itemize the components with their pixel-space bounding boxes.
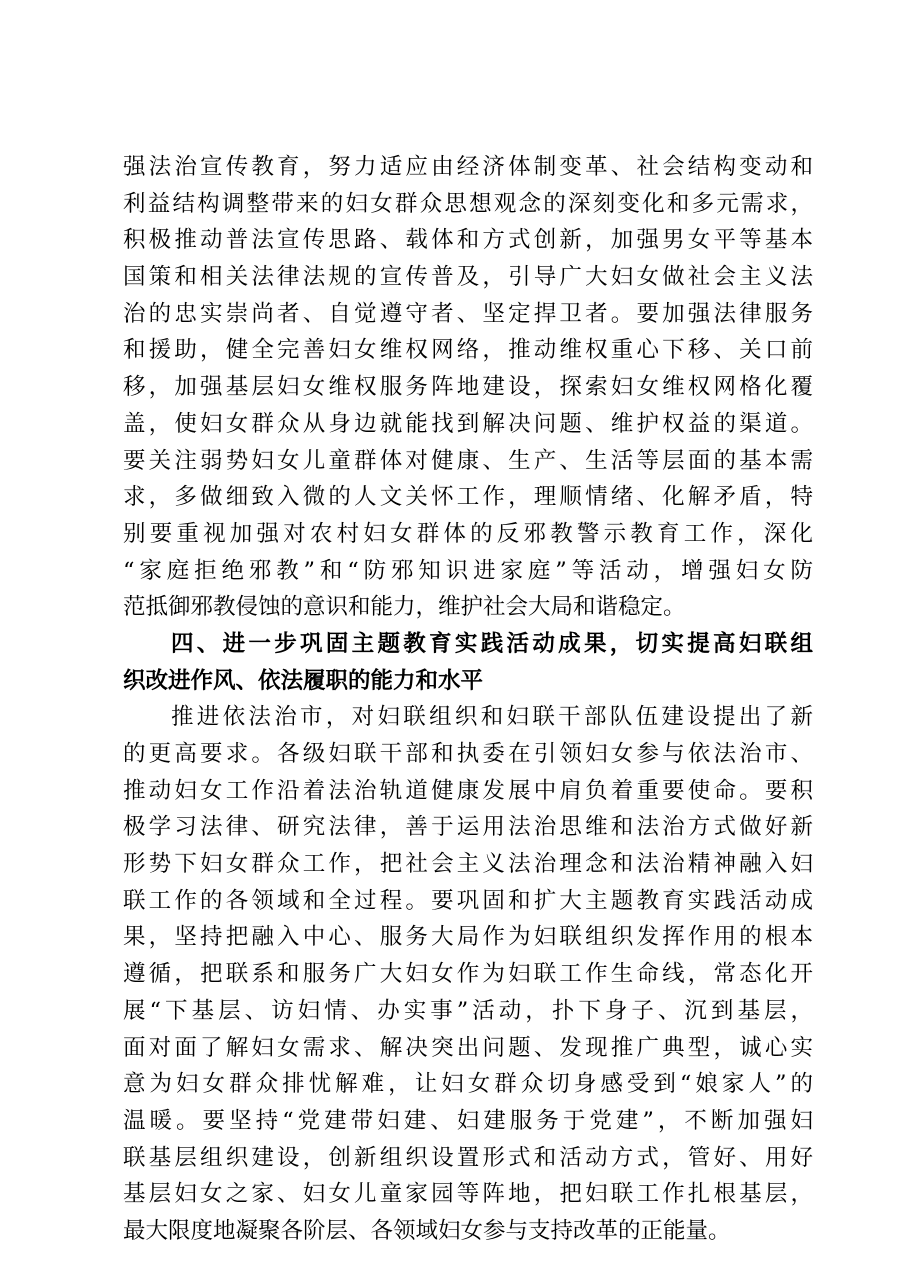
text-line: 温暖。要坚持“党建带妇建、妇建服务于党建”，不断加强妇 <box>123 1107 813 1134</box>
text-line: 利益结构调整带来的妇女群众思想观念的深刻变化和多元需求， <box>123 190 813 217</box>
text-line: 求，多做细致入微的人文关怀工作，理顺情绪、化解矛盾，特 <box>123 484 813 511</box>
text-line: 面对面了解妇女需求、解决突出问题、发现推广典型，诚心实 <box>123 1034 813 1061</box>
text-line: 积极推动普法宣传思路、载体和方式创新，加强男女平等基本 <box>123 227 813 254</box>
text-line: 强法治宣传教育，努力适应由经济体制变革、社会结构变动和 <box>123 154 813 180</box>
text-line: 展“下基层、访妇情、办实事”活动，扑下身子、沉到基层， <box>123 997 813 1024</box>
text-line: 推进依法治市，对妇联组织和妇联干部队伍建设提出了新 <box>171 704 813 731</box>
text-line: 的更高要求。各级妇联干部和执委在引领妇女参与依法治市、 <box>123 741 813 767</box>
section-heading-4 <box>123 626 813 699</box>
text-line: 推动妇女工作沿着法治轨道健康发展中肩负着重要使命。要积 <box>123 777 813 804</box>
text-line: “家庭拒绝邪教”和“防邪知识进家庭”等活动，增强妇女防 <box>123 557 813 584</box>
text-line: 基层妇女之家、妇女儿童家园等阵地，把妇联工作扎根基层， <box>123 1181 813 1208</box>
heading-line: 四、进一步巩固主题教育实践活动成果，切实提高妇联组 <box>171 630 813 657</box>
text-line: 极学习法律、研究法律，善于运用法治思维和法治方式做好新 <box>123 814 813 841</box>
text-line: 盖，使妇女群众从身边就能找到解决问题、维护权益的渠道。 <box>123 410 813 437</box>
text-line: 联工作的各领域和全过程。要巩固和扩大主题教育实践活动成 <box>123 887 813 914</box>
paragraph-legal-education <box>123 149 813 626</box>
paragraph-work-style <box>123 699 813 1249</box>
text-line: 联基层组织建设，创新组织设置形式和活动方式，管好、用好 <box>123 1144 813 1171</box>
text-line: 遵循，把联系和服务广大妇女作为妇联工作生命线，常态化开 <box>123 961 813 988</box>
text-line: 别要重视加强对农村妇女群体的反邪教警示教育工作，深化 <box>123 520 813 547</box>
text-line: 要关注弱势妇女儿童群体对健康、生产、生活等层面的基本需 <box>123 447 813 474</box>
document-body <box>123 149 813 1250</box>
text-line: 果，坚持把融入中心、服务大局作为妇联组织发挥作用的根本 <box>123 924 813 951</box>
text-line: 意为妇女群众排忧解难，让妇女群众切身感受到“娘家人”的 <box>123 1071 813 1098</box>
text-line: 范抵御邪教侵蚀的意识和能力，维护社会大局和谐稳定。 <box>123 594 686 621</box>
text-line: 和援助，健全完善妇女维权网络，推动维权重心下移、关口前 <box>123 337 813 364</box>
text-line: 最大限度地凝聚各阶层、各领域妇女参与支持改革的正能量。 <box>123 1217 731 1244</box>
text-line: 国策和相关法律法规的宣传普及，引导广大妇女做社会主义法 <box>123 264 813 291</box>
heading-line: 织改进作风、依法履职的能力和水平 <box>123 667 484 694</box>
text-line: 移，加强基层妇女维权服务阵地建设，探索妇女维权网格化覆 <box>123 374 813 401</box>
text-line: 治的忠实崇尚者、自觉遵守者、坚定捍卫者。要加强法律服务 <box>123 300 813 327</box>
text-line: 形势下妇女群众工作，把社会主义法治理念和法治精神融入妇 <box>123 851 813 878</box>
